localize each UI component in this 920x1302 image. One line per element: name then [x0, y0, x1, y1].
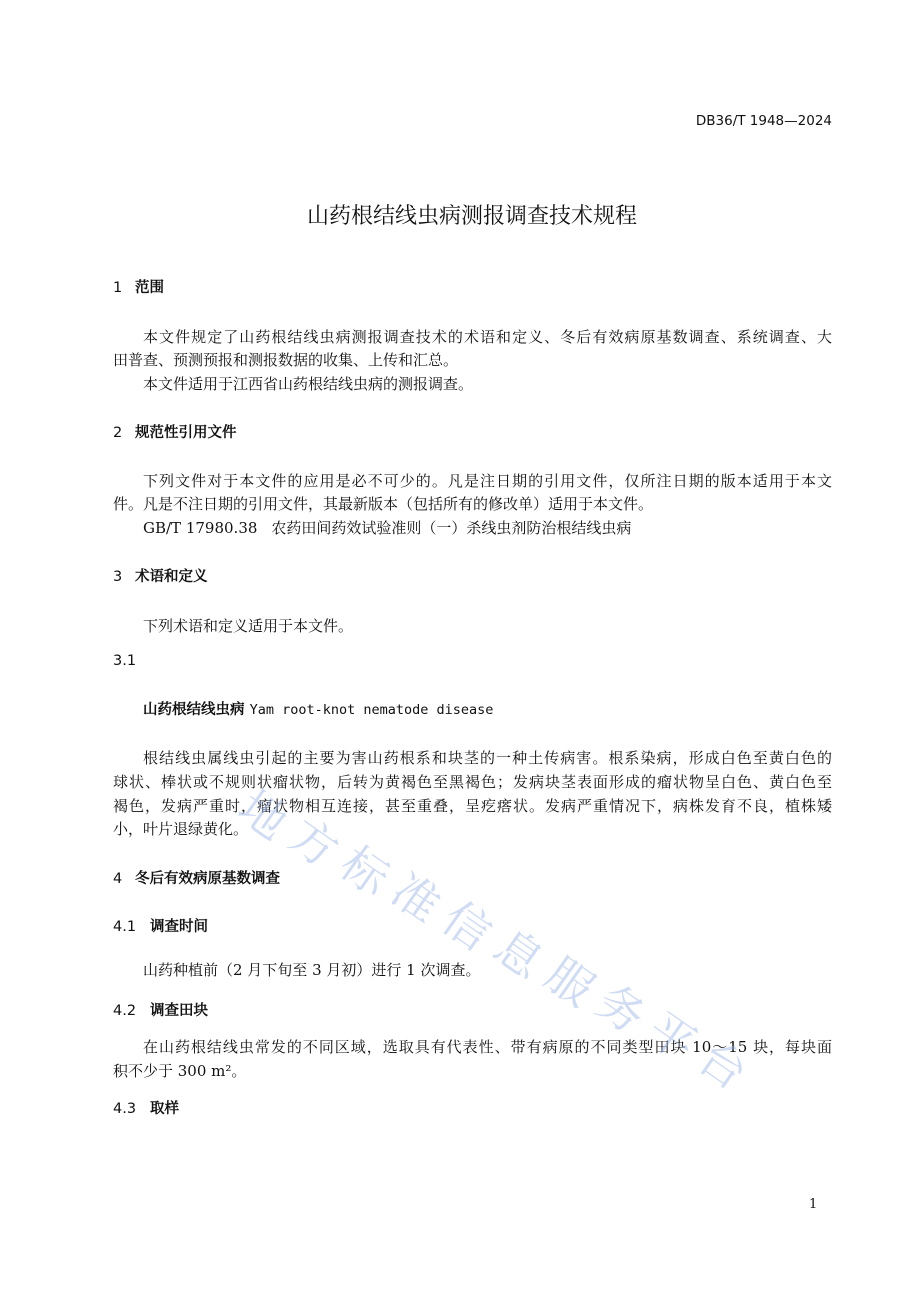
- watermark-char: 标: [330, 835, 400, 906]
- paragraph-line: 下列文件对于本文件的应用是必不可少的。凡是注日期的引用文件，仅所注日期的版本适用于本文: [143, 472, 832, 490]
- paragraph-line: 山药种植前（2 月下旬至 3 月初）进行 1 次调查。: [143, 961, 481, 979]
- page-number: 1: [809, 1197, 818, 1212]
- section-2-heading: 2 规范性引用文件: [113, 425, 237, 441]
- watermark-char: 方: [279, 807, 349, 879]
- section-3-1-number: 3.1: [113, 653, 137, 669]
- paragraph-line: 本文件规定了山药根结线虫病测报调查技术的术语和定义、冬后有效病原基数调查、系统调查、大: [143, 328, 832, 346]
- section-4-2-heading: 4.2 调查田块: [113, 1003, 208, 1019]
- document-code: DB36/T 1948—2024: [695, 113, 832, 129]
- definition-line: 球状、棒状或不规则状瘤状物，后转为黄褐色至黑褐色；发病块茎表面形成的瘤状物呈白色、黄白色至: [113, 773, 832, 791]
- paragraph-line: 件。凡是不注日期的引用文件，其最新版本（包括所有的修改单）适用于本文件。: [113, 495, 654, 513]
- section-3-heading: 3 术语和定义: [113, 569, 208, 585]
- watermark-char: 息: [484, 918, 553, 990]
- watermark-char: 平: [637, 1001, 707, 1073]
- page-title: 山药根结线虫病测报调查技术规程: [306, 204, 637, 229]
- definition-line: 根结线虫属线虫引起的主要为害山药根系和块茎的一种土传病害。根系染病，形成白色至黄白色的: [143, 749, 832, 767]
- watermark-char: 准: [382, 863, 451, 934]
- paragraph-line: 本文件适用于江西省山药根结线虫病的测报调查。: [143, 375, 474, 393]
- paragraph-line: 在山药根结线虫常发的不同区域，选取具有代表性、带有病原的不同类型田块 10～15 块，每块面: [143, 1038, 832, 1056]
- paragraph-line: 下列术语和定义适用于本文件。: [143, 617, 354, 635]
- watermark-char: 信: [433, 890, 502, 962]
- watermark-char: 务: [586, 974, 656, 1045]
- paragraph-line: 田普查、预测预报和测报数据的收集、上传和汇总。: [113, 351, 459, 369]
- term-entry: 山药根结线虫病 Yam root-knot nematode disease: [143, 702, 494, 718]
- watermark-char: 台: [688, 1029, 758, 1101]
- section-4-heading: 4 冬后有效病原基数调查: [113, 871, 280, 887]
- section-4-1-heading: 4.1 调查时间: [113, 919, 208, 935]
- watermark-char: 地: [228, 779, 298, 851]
- watermark-char: 服: [535, 946, 604, 1017]
- section-4-3-heading: 4.3 取样: [113, 1101, 179, 1117]
- section-1-heading: 1 范围: [113, 280, 164, 296]
- paragraph-line: 积不少于 300 m²。: [113, 1062, 247, 1080]
- definition-line: 小，叶片退绿黄化。: [113, 820, 249, 838]
- normative-reference: GB/T 17980.38 农药田间药效试验准则（一）杀线虫剂防治根结线虫病: [143, 519, 632, 537]
- definition-line: 褐色，发病严重时，瘤状物相互连接，甚至重叠，呈疙瘩状。发病严重情况下，病株发育不良，植株矮: [113, 797, 832, 815]
